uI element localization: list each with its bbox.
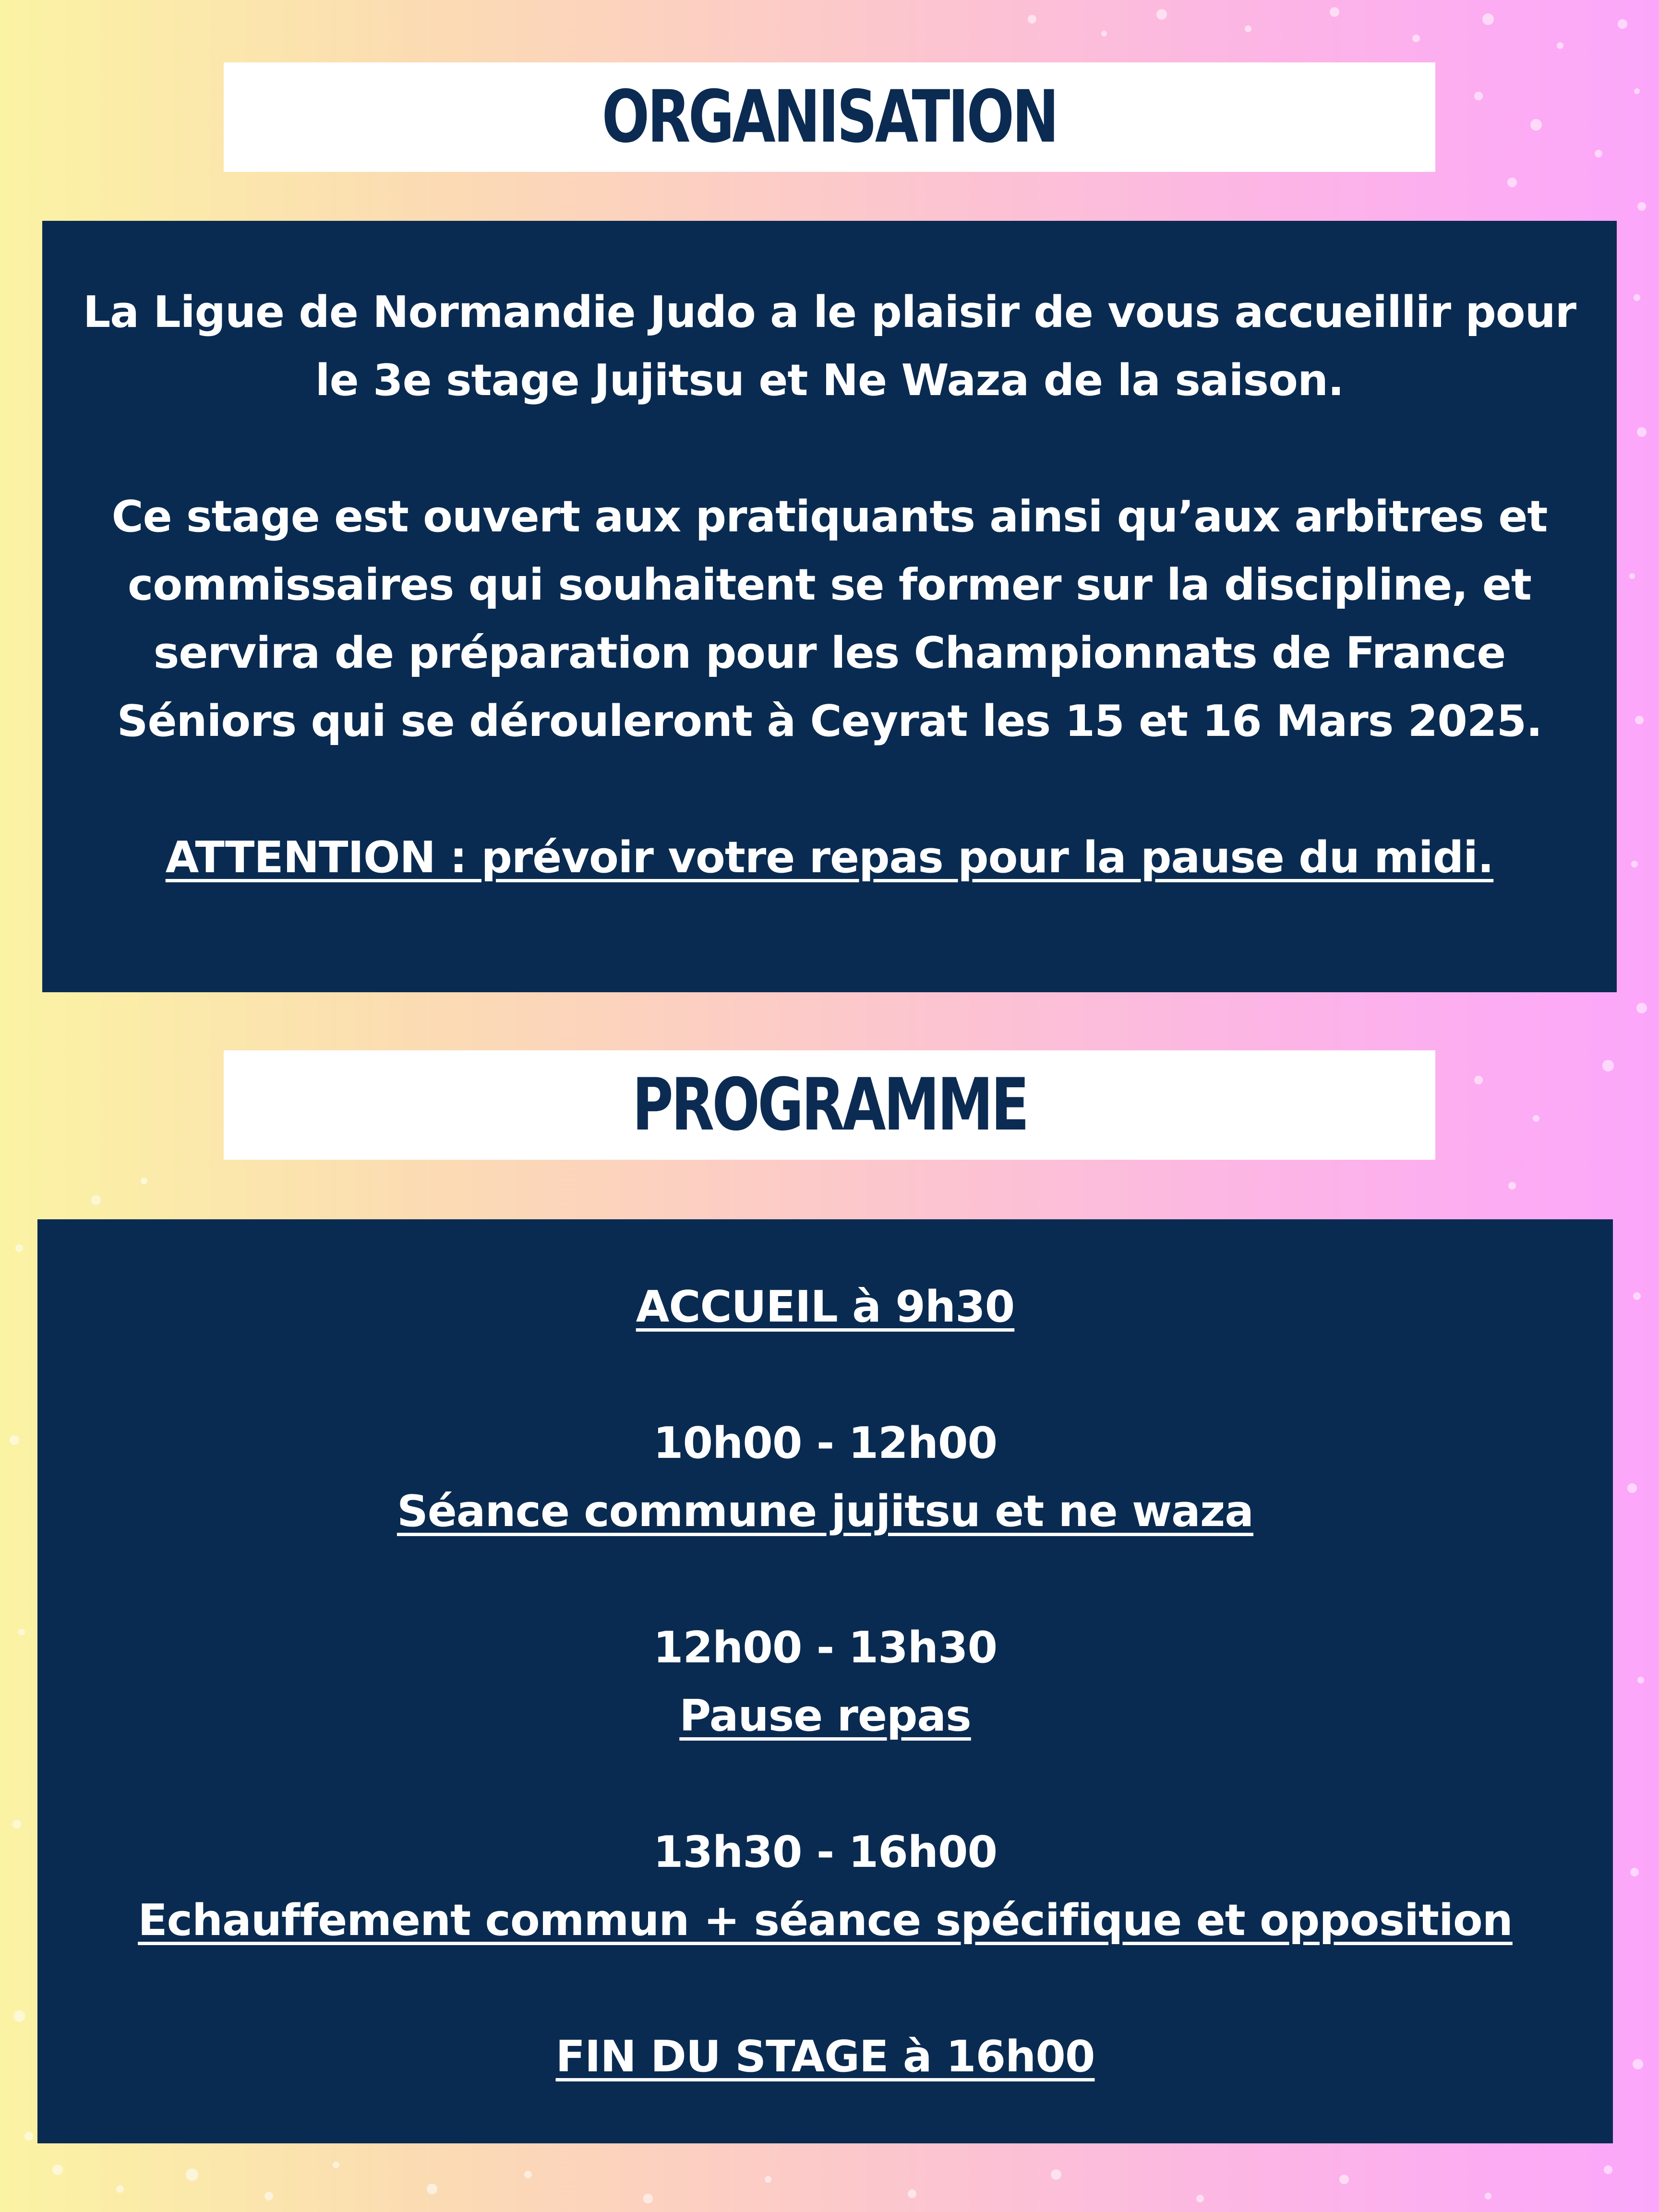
schedule-activity-2: Pause repas [679,1691,971,1741]
spacer [42,415,1617,483]
programme-heading-bar [224,1050,1435,1160]
spacer [37,1341,1613,1409]
paragraph-2-line-4: Séniors qui se dérouleront à Ceyrat les 15 et 16 Mars 2025. [117,696,1542,746]
attention-notice: ATTENTION : prévoir votre repas pour la pause du midi. [165,832,1494,883]
spacer [42,756,1617,824]
schedule-time-1: 10h00 - 12h00 [653,1418,998,1468]
spacer [37,1955,1613,2023]
schedule-activity-1: Séance commune jujitsu et ne waza [397,1486,1254,1537]
organisation-panel [42,221,1617,992]
organisation-title: ORGANISATION [602,75,1057,159]
spacer [37,1750,1613,1818]
schedule-activity-3: Echauffement commun + séance spécifique et opposition [138,1895,1513,1946]
paragraph-2-line-2: commissaires qui souhaitent se former sur la discipline, et [128,560,1531,610]
organisation-heading-bar [224,62,1435,172]
intro-line-1: La Ligue de Normandie Judo a le plaisir de vous accueillir pour [83,287,1576,337]
paragraph-2-line-1: Ce stage est ouvert aux pratiquants ainsi qu’aux arbitres et [111,492,1548,542]
schedule-time-3: 13h30 - 16h00 [653,1827,998,1877]
programme-title: PROGRAMME [632,1063,1027,1147]
paragraph-2-line-3: servira de préparation pour les Championnats de France [153,628,1506,678]
schedule-time-2: 12h00 - 13h30 [653,1623,998,1673]
fin-du-stage: FIN DU STAGE à 16h00 [555,2032,1095,2082]
spacer [37,1546,1613,1614]
accueil-time: ACCUEIL à 9h30 [636,1282,1015,1332]
intro-line-2: le 3e stage Jujitsu et Ne Waza de la saison. [315,355,1344,406]
programme-panel [37,1219,1613,2143]
